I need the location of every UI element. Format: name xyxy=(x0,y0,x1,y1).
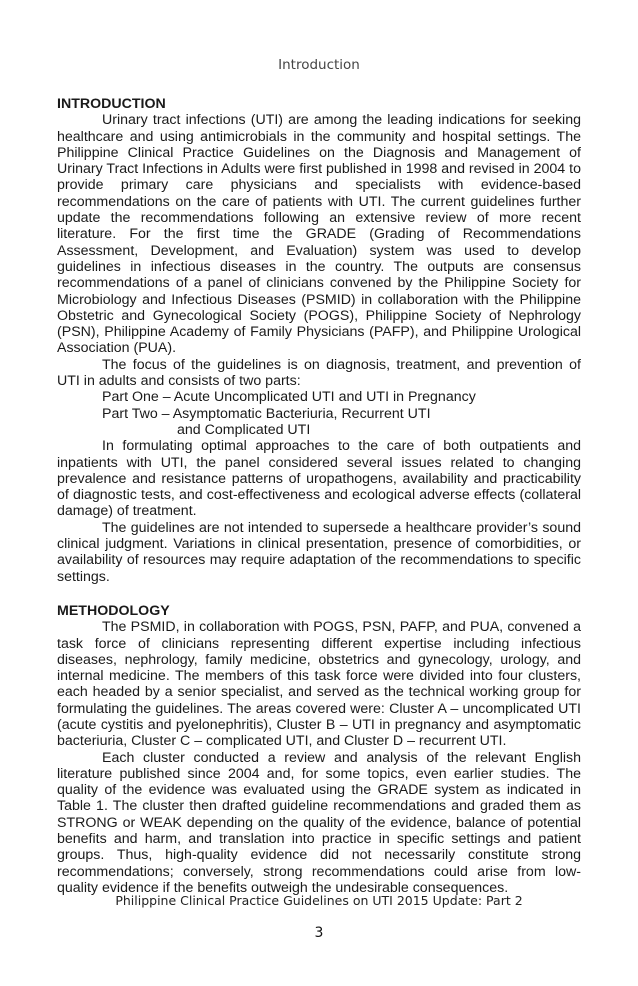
introduction-paragraph-3: In formulating optimal approaches to the care of both outpatients and inpatients with UTI, the panel considered several issues related to changing prevalence and resistance patterns of uropathogens, availability and practicability of diagnostic tests, and cost-effectiveness and ecological adverse effects (collateral damage) of treatment. xyxy=(57,438,581,520)
methodology-paragraph-2: Each cluster conducted a review and analysis of the relevant English literature published since 2004 and, for some topics, even earlier studies. The quality of the evidence was evaluated using the GRADE system as indicated in Table 1. The cluster then drafted guideline recommendations and graded them as STRONG or WEAK depending on the quality of the evidence, balance of potential benefits and harm, and translation into practice in specific settings and patient groups. Thus, high-quality evidence did not necessarily constitute strong recommendations; conversely, strong recommendations could arise from low-quality evidence if the benefits outweigh the undesirable consequences. xyxy=(57,749,581,896)
introduction-paragraph-1: Urinary tract infections (UTI) are among the leading indications for seeking healthcare and using antimicrobials in the community and hospital settings. The Philippine Clinical Practice Guidelines on the Diagnosis and Management of Urinary Tract Infections in Adults were first published in 1998 and revised in 2004 to provide primary care physicians and specialists with evidence-based recommendations on the care of patients with UTI. The current guidelines further update the recommendations following an extensive review of more recent literature. For the first time the GRADE (Grading of Recommendations Assessment, Development, and Evaluation) system was used to develop guidelines in infectious diseases in the country. The outputs are consensus recommendations of a panel of clinicians convened by the Philippine Society for Microbiology and Infectious Diseases (PSMID) in collaboration with the Philippine Obstetric and Gynecological Society (POGS), Philippine Society of Nephrology (PSN), Philippine Academy of Family Physicians (PAFP), and Philippine Urological Association (PUA). xyxy=(57,112,581,357)
introduction-paragraph-2: The focus of the guidelines is on diagnosis, treatment, and prevention of UTI in adults and consists of two parts: xyxy=(57,356,581,390)
section-gap xyxy=(57,585,581,603)
part-one-item: Part One – Acute Uncomplicated UTI and UTI in Pregnancy xyxy=(102,389,476,406)
methodology-heading: METHODOLOGY xyxy=(57,602,170,619)
running-header: Introduction xyxy=(278,57,360,73)
part-two-item: Part Two – Asymptomatic Bacteriuria, Recurrent UTI xyxy=(102,405,431,422)
running-footer: Philippine Clinical Practice Guidelines on UTI 2015 Update: Part 2 xyxy=(115,893,523,908)
document-body xyxy=(57,96,581,896)
introduction-heading: INTRODUCTION xyxy=(57,96,166,112)
methodology-paragraph-1: The PSMID, in collaboration with POGS, PSN, PAFP, and PUA, convened a task force of clinicians representing different expertise including infectious diseases, nephrology, family medicine, obstetrics and gynecology, urology, and internal medicine. The members of this task force were divided into four clusters, each headed by a senior specialist, and served as the technical working group for formulating the guidelines. The areas covered were: Cluster A – uncomplicated UTI (acute cystitis and pyelonephritis), Cluster B – UTI in pregnancy and asymptomatic bacteriuria, Cluster C – complicated UTI, and Cluster D – recurrent UTI. xyxy=(57,619,581,750)
part-two-continuation: and Complicated UTI xyxy=(177,421,311,438)
introduction-paragraph-4: The guidelines are not intended to supersede a healthcare provider’s sound clinical judgment. Variations in clinical presentation, presence of comorbidities, or availability of resources may require adaptation of the recommendations to specific settings. xyxy=(57,519,581,585)
page-number: 3 xyxy=(314,925,324,941)
